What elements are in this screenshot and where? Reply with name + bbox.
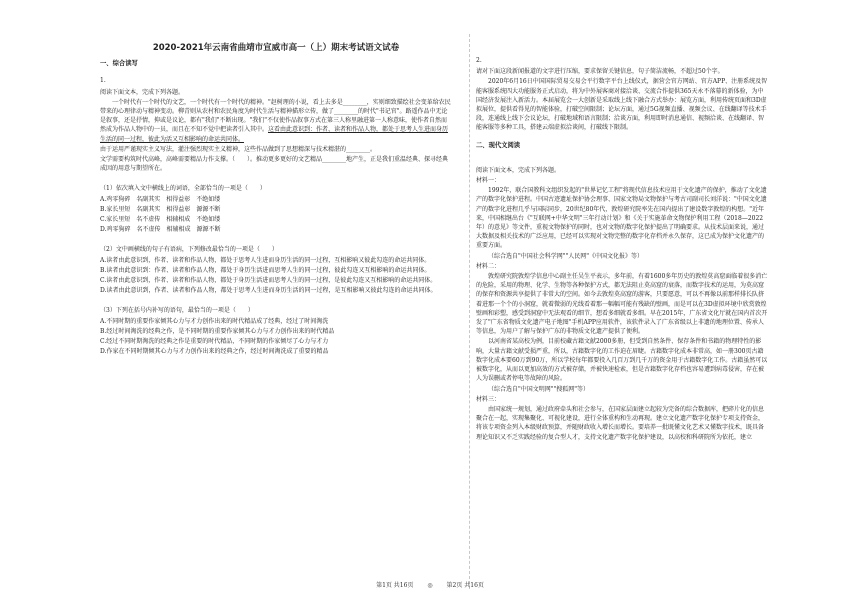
reading-instruction: 阅读下面文本，完成下列各题。 [476,166,561,174]
option-1b[interactable]: B.家长里短 名副其实 相得益彰 源源不断 [100,205,221,213]
material-2-text-2: 以河南省某高校为例，目前校藏古籍文献2000多册，但受到自然条件、保存条件和书籍的物理特性的影响，大量古籍文献受损严重，所以，古籍数字化的工作迫在眉睫。古籍数字化成本非常高，如一册300页古籍数字化成本要60万到90万，所以学校每年都要投入几百万到几千万的资金用于古籍数字化工作。古籍虽然可以被数字化，从而以更加高效的方式被存储，并被快速检索，但是古籍数字化存档也容易遭到病毒侵害，存在被人为误删或者停电等故障的风险。 [476,338,768,383]
material-1-source: （综合选自"中国社会科学网""人民网"《中国文化报》等） [488,252,644,260]
right-column [476,56,768,443]
option-3c[interactable]: C.经过不同时期淘洗的经典之作是重要的时代精品，不同时期的作家倾尽了心力与才力 [100,338,329,346]
option-2d[interactable]: D.读者由此意识到，作者、读者和作品人物，都处于思考人生进而身历生活的同一过程，是互相影响又彼此勾连的命运共同体。 [100,287,437,295]
option-3a[interactable]: A.不同时期的重要作家倾其心力与才力创作出来的时代精品成了经典，经过了时间淘洗 [100,317,329,325]
underlined-sentence: 这看由此意识到：作者、读者和作品人物，都处于思考人生进而身历生活的同一过程，彼此为活又互相影响的命运共同体。 [100,126,449,143]
material-2-label: 材料二： [476,262,501,270]
page-number-left: 第1页 共16页 [376,582,414,589]
page-divider [469,34,470,589]
material-1-text: 1992年，联合国教科文组织发起的"世界记忆工程"将现代信息技术应用于文化遗产的保护，推动了文化遗产的数字化保护进程。中国古迹遗址保护协会理事、国家文物局文物保护与考古司副司长刘洋说："中国文化遗产的数字化进程几乎与国际同步，20世纪80年代，敦煌研究院率先在国内提出了建设数字敦煌的构想。"近年来，中国相继出台《"互联网+中华文明"三年行动计划》和《关于实施革命文物保护利用工程（2018—2022年）的意见》等文件，重视文物保护的同时，也对文物的数字化保护提出了明确要求。从技术层面来说，通过大数据及相关技术的广泛应用，已经可以实现对文物完整的数字化存档并永久保存，这已成为保护文化遗产的重要方面。 [476,187,767,250]
passage-paragraph-3: 文学需要构筑时代高峰，高峰需要精品力作支撑。（ ）。推动更多更好的文艺精品________地产生，正是我们重温经典、探寻经典成因的用意与期望所在。 [100,156,449,173]
subquestion-1: （1）依次填入文中横线上的词语，全部恰当的一项是（ ） [100,185,266,193]
option-2b[interactable]: B.读者由此意识到：作者、读者和作品人物，都处于身历生活进而思考人生的同一过程，彼此勾连又互相影响的命运共同体。 [100,266,431,274]
material-2-text-1: 敦煌研究院敦煌学信息中心副主任吴生平表示，多年前，有着1600多年历史的敦煌莫高窟面临着很多消亡的危险，采用的物理、化学、生物等各种保护方式，都无法阻止莫高窟的衰落，而数字技术的运用，为莫高窟的保存和资源共享提供了非常大的空间。如今去敦煌莫高窟的游客，只要愿意，可以不再像以前那样排长队挤着进那一个个的小洞窟，就着微弱的光线看着那一幅幅可能有残缺的壁画，而是可以在3D虚拟环境中欣赏敦煌壁画和彩塑，感受到洞窟中无法观看的细节，想看多细就看多细。早在2015年，广东省文化厅就在国内首次开发了"广东省物质文化遗产电子地图"手机APP应用软件，该软件录入了广东省级以上非遗的地理位置、传承人等信息，为用户了解与保护广东的非物质文化遗产提供了便利。 [476,273,768,336]
subquestion-3: （3）下列在括号内补写的语句，最恰当的一项是（ ） [100,307,254,315]
option-2a[interactable]: A.读者由此意识到，作者、读者和作品人物，都处于思考人生进而身历生活的同一过程，互相影响又彼此勾连的命运共同体。 [100,256,431,264]
section-heading-1: 一、综合读写 [100,60,138,68]
question-number-1: 1. [100,77,106,85]
material-2-source: （综合选自"中国文明网""搜狐网"等） [488,385,590,393]
option-1c[interactable]: C.家长里短 名不虚传 相辅相成 不绝如缕 [100,216,221,224]
subquestion-2: （2）文中画横线的句子有语病，下列修改最恰当的一项是（ ） [100,246,278,254]
material-3-label: 材料三： [476,395,501,403]
page-title: 2020-2021年云南省曲靖市宣威市高一（上）期末考试语文试卷 [152,43,400,53]
page-number-right: 第2页 共16页 [446,582,484,589]
option-3b[interactable]: B.经过时间淘洗的经典之作，是不同时期的重要作家倾其心力与才力创作出来的时代精品 [100,327,335,335]
option-3d[interactable]: D.作家在不同时期倾其心力与才力创作出来的经典之作，经过时间淘洗成了重要的精品 [100,348,329,356]
passage-text: 一个时代有一个时代的文艺，一个时代有一个时代的精神。"赵树理的小说，看上去多是________，实则细致描绘社会变革给农民带来的心理律动与精神变动。柳青则从农村和农民角度为时代生活与精神描形立传，做了________的时代"书记官"。路遥作品中无论是叙事，还是抒情，抑或是议论，都有"我们"不断出现。"我们"不仅使作品叙事方式在第三人称里融进第一人称意味，使作者自然而然成为作品人物中的一员，而且在不知不觉中把读者引入其中。 [100,98,451,134]
option-2c[interactable]: C.读者由此意识到，作者、读者和作品人物，都处于身历生活进而思考人生的同一过程，是彼此勾连又互相影响的命运共同体。 [100,277,437,285]
passage-paragraph-2: 由于运用严谨现实主义写法，灌注强烈现实主义精神，这些作品做到了思想精深与技术精湛的________。 [100,145,377,153]
page-separator-icon: ◎ [427,582,433,589]
material-1-label: 材料一： [476,177,501,185]
section-heading-2: 二、现代文阅读 [476,141,521,149]
question-instruction: 阅读下面文本，完成下列各题。 [100,88,185,96]
left-column [100,44,452,357]
passage-paragraph-1 [100,98,452,144]
material-3-text: 由国家统一规划，通过政府牵头和社会参与，在国家层面建立起较为完备的综合数据库，把碎片化的信息聚合在一起，实现集聚化、可视化建设，进行全体重构和生动再现。建立文化遗产数字化保护专项支持资金，将该专项资金列入本级财政预算，并随财政收入增长而增长。要培养一批既懂文化艺术又懂数字技术，既具备理论知识又不乏实践经验的复合型人才，支持文化遗产数字化保护建设，以高校和科研院所为依托，建立 [476,405,765,441]
option-1d[interactable]: D.鸡零狗碎 名不虚传 相辅相成 源源不断 [100,226,221,234]
question-2-instruction: 请对下面这段新闻报道的文字进行压缩，要求保留关键信息，句子简洁流畅，不超过50个字。 [476,68,724,76]
question-number-2: 2. [476,57,482,64]
page-footer [0,580,860,589]
news-paragraph: 2020年6月16日中国国际贸易交易会平行数字平台上线仪式，据营会官方网站、官方APP、注册系统及智能客服系统四大功能服务正式启动，将为中外展客商对接洽谈、交流合作提供365天永不落幕的新体验，为中国经济发展注入新活力。本届展览会一大创新是采取线上线下融合方式举办：展览方面，利用传统页面和3D虚拟展位，提供看得见的智能体验，打破空间限制；论坛方面，通过5G视频直播、视频会议、在线翻译等技术手段，连通线上线下会议论坛，打破地域和语言限制；洽谈方面，利用即时消息通信、视频洽谈、在线翻译、智能客服等多种工具，搭建云端虚拟洽谈间，打破线下限制。 [476,78,768,132]
option-1a[interactable]: A.鸡零狗碎 名副其实 相得益彰 不绝如缕 [100,195,221,203]
